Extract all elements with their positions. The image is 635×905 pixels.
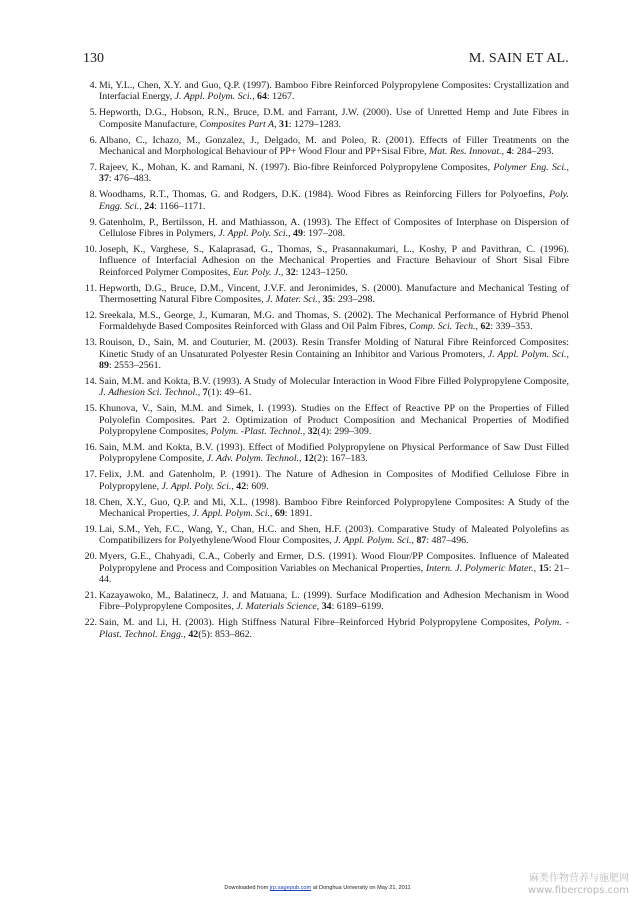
- reference-number: 15.: [84, 403, 97, 415]
- reference-item: [86, 376, 569, 399]
- reference-number: 14.: [84, 375, 97, 387]
- footer-suffix: at Donghua University on May 21, 2011: [311, 885, 411, 891]
- reference-separator: ,: [317, 294, 323, 305]
- page-header: [83, 51, 569, 67]
- reference-number: 8.: [89, 189, 97, 201]
- reference-journal: J. Appl. Polym. Sci.: [174, 91, 253, 103]
- reference-journal: J. Materials Science: [236, 601, 317, 613]
- reference-number: 6.: [89, 134, 97, 146]
- reference-journal: J. Adv. Polym. Technol.: [206, 453, 300, 465]
- reference-item: [86, 310, 569, 333]
- reference-journal: Polym. -Plast. Technol.: [210, 426, 303, 438]
- reference-journal: Comp. Sci. Tech.: [409, 321, 476, 333]
- reference-item: [86, 162, 569, 185]
- reference-journal: J. Appl. Polym. Sci.: [334, 535, 412, 547]
- reference-item: [86, 217, 569, 240]
- reference-list: [86, 80, 569, 645]
- reference-number: 9.: [89, 216, 97, 228]
- reference-number: 7.: [89, 161, 97, 173]
- reference-number: 13.: [84, 337, 97, 349]
- reference-pages: : 609.: [246, 480, 269, 492]
- watermark: [528, 873, 629, 897]
- reference-authors-title: Sreekala, M.S., George, J., Kumaran, M.G. and Thomas, S. (2002). The Mechanical Performance of Hybrid Phenol Formaldehyde Based Composites Reinforced with Glass and Oil Palm Fibres,: [99, 309, 569, 333]
- reference-pages: : 284–293.: [511, 146, 554, 158]
- reference-number: 21.: [84, 589, 97, 601]
- reference-separator: ,: [139, 200, 145, 212]
- reference-separator: ,: [566, 348, 569, 360]
- reference-journal: Intern. J. Polymeric Mater.: [425, 562, 534, 574]
- reference-journal: Polymer Eng. Sci.: [493, 161, 567, 173]
- reference-number: 4.: [89, 80, 97, 91]
- reference-authors-title: Woodhams, R.T., Thomas, G. and Rodgers, D.K. (1984). Wood Fibres as Reinforcing Fillers for Polyoefins,: [99, 189, 549, 201]
- watermark-line1: 麻类作物营养与施肥网: [529, 873, 629, 884]
- reference-journal: Mat. Res. Innovat.: [428, 146, 502, 158]
- reference-volume: 31: [279, 118, 289, 130]
- reference-pages: (2): 167–183.: [313, 453, 368, 465]
- reference-authors-title: Gatenholm, P., Bertilsson, H. and Mathiasson, A. (1993). The Effect of Composites of Interphase on Dispersion of Cellulose Fibres in Polymers,: [99, 216, 569, 239]
- reference-item: [86, 107, 569, 130]
- reference-pages: : 487–496.: [426, 535, 469, 547]
- reference-volume: 37: [99, 173, 109, 185]
- reference-item: [86, 617, 569, 640]
- reference-journal: Eur. Poly. J.: [232, 266, 281, 278]
- reference-volume: 62: [480, 321, 491, 333]
- reference-separator: ,: [299, 453, 304, 465]
- reference-pages: : 476–483.: [108, 173, 152, 185]
- reference-volume: 15: [538, 562, 549, 574]
- reference-separator: ,: [316, 601, 322, 613]
- reference-item: [86, 337, 569, 371]
- reference-pages: : 1243–1250.: [295, 266, 348, 278]
- reference-separator: ,: [280, 266, 286, 278]
- reference-item: [86, 442, 569, 465]
- reference-volume: 87: [416, 535, 427, 547]
- reference-pages: : 1279–1283.: [288, 118, 342, 130]
- reference-authors-title: Kazayawoko, M., Balatinecz, J. and Matuana, L. (1999). Surface Modification and Adhesion Mechanism in Wood Fibre–Polypropylene Composites,: [99, 589, 569, 613]
- reference-authors-title: Hepworth, D.G., Bruce, D.M., Vincent, J.V.F. and Jeronimides, S. (2000). Manufacture and Mechanical Testing of Thermosetting Natural Fibre Composites,: [99, 282, 569, 305]
- reference-number: 18.: [84, 496, 97, 508]
- reference-authors-title: Rouison, D., Sain, M. and Couturier, M. (2003). Resin Transfer Molding of Natural Fibre Reinforced Composites: Kinetic Study of an Unsaturated Polyester Resin Containing an Inhibitor and Various Promoters,: [99, 337, 569, 360]
- reference-separator: ,: [533, 562, 539, 574]
- reference-authors-title: Mi, Y.L., Chen, X.Y. and Guo, Q.P. (1997). Bamboo Fibre Reinforced Polypropylene Composites: Crystallization and Interfacial Energy,: [99, 80, 569, 103]
- footer-link[interactable]: jrp.sagepub.com: [269, 885, 312, 891]
- reference-volume: 42: [188, 628, 199, 640]
- reference-volume: 12: [303, 453, 314, 465]
- reference-number: 17.: [84, 469, 97, 481]
- reference-authors-title: Hepworth, D.G., Hobson, R.N., Bruce, D.M. and Farrant, J.W. (2000). Use of Unretted Hemp and Jute Fibres in Composite Manufacture,: [99, 107, 569, 130]
- reference-volume: 24: [144, 200, 155, 212]
- reference-pages: (4): 299–309.: [317, 426, 372, 438]
- reference-volume: 4: [506, 146, 512, 158]
- reference-pages: : 21–44.: [99, 562, 569, 586]
- reference-volume: 69: [274, 508, 285, 519]
- reference-pages: : 1267.: [266, 91, 295, 103]
- reference-separator: ,: [302, 426, 308, 438]
- reference-number: 16.: [84, 441, 97, 453]
- reference-separator: ,: [566, 161, 569, 173]
- reference-pages: : 339–353.: [490, 321, 533, 333]
- footer-prefix: Downloaded from: [224, 885, 270, 891]
- reference-separator: ,: [274, 118, 280, 130]
- reference-number: 5.: [89, 107, 97, 119]
- reference-separator: ,: [501, 146, 507, 158]
- reference-item: [86, 590, 569, 613]
- reference-journal: J. Appl. Polym. Sci.: [487, 348, 567, 360]
- reference-journal: J. Appl. Poly. Sci.: [218, 227, 289, 239]
- reference-separator: ,: [197, 387, 203, 399]
- reference-pages: (5): 853–862.: [198, 628, 252, 640]
- reference-number: 22.: [84, 617, 97, 629]
- reference-volume: 64: [257, 91, 267, 103]
- reference-pages: : 6189–6199.: [331, 601, 384, 613]
- reference-pages: : 197–208.: [302, 227, 346, 239]
- reference-item: [86, 283, 569, 306]
- reference-volume: 35: [322, 294, 333, 305]
- reference-volume: 89: [99, 360, 109, 372]
- reference-volume: 49: [293, 227, 303, 239]
- reference-authors-title: Lai, S.M., Yeh, F.C., Wang, Y., Chan, H.C. and Shen, H.F. (2003). Comparative Study of Maleated Polyolefins as Compatibilizers for Polyethylene/Wood Flour Composites,: [99, 523, 569, 547]
- reference-number: 11.: [85, 282, 97, 294]
- reference-separator: ,: [288, 227, 294, 239]
- reference-separator: ,: [252, 91, 258, 103]
- reference-item: [86, 524, 569, 547]
- reference-journal: Poly. Engg. Sci.: [99, 189, 569, 212]
- reference-volume: 34: [321, 601, 332, 613]
- reference-volume: 7: [202, 387, 208, 399]
- reference-item: [86, 551, 569, 585]
- reference-item: [86, 469, 569, 492]
- reference-pages: : 1166–1171.: [154, 200, 206, 212]
- running-head: M. SAIN ET AL.: [468, 51, 569, 66]
- reference-authors-title: Rajeev, K., Mohan, K. and Ramani, N. (1997). Bio-fibre Reinforced Polypropylene Composites,: [99, 161, 494, 173]
- reference-journal: Polym. -Plast. Technol. Engg.: [99, 617, 569, 640]
- reference-separator: ,: [231, 480, 237, 492]
- watermark-line2: www.fibercrops.com: [527, 885, 629, 896]
- reference-number: 12.: [84, 309, 97, 321]
- reference-authors-title: Myers, G.E., Chahyadi, C.A., Coberly and Ermer, D.S. (1991). Wood Flour/PP Composites. Influence of Maleated Polypropylene and Process and Composition Variables on Mechanical Properties,: [99, 551, 569, 574]
- reference-authors-title: Khunova, V., Sain, M.M. and Simek, I. (1993). Studies on the Effect of Reactive PP on the Properties of Filled Polyolefin Composites. Part 2. Optimization of Product Composition and Mechanical Properties of Modified Polypropylene Composites,: [99, 403, 569, 438]
- reference-number: 10.: [84, 243, 97, 255]
- reference-separator: ,: [269, 508, 275, 519]
- reference-journal: J. Appl. Poly. Sci.: [161, 480, 232, 492]
- page-number: 130: [83, 51, 104, 66]
- reference-item: [86, 80, 569, 103]
- reference-journal: J. Mater. Sci.: [266, 294, 318, 305]
- reference-volume: 32: [285, 266, 296, 278]
- reference-pages: : 1891.: [284, 508, 313, 519]
- reference-pages: : 293–298.: [332, 294, 375, 305]
- reference-authors-title: Felix, J.M. and Gatenholm, P. (1991). The Nature of Adhesion in Composites of Modified Cellulose Fibre in Polypropylene,: [99, 469, 569, 492]
- reference-item: [86, 497, 569, 520]
- reference-authors-title: Sain, M. and Li, H. (2003). High Stiffness Natural Fibre–Reinforced Hybrid Polypropylene Composites,: [99, 617, 535, 629]
- reference-pages: : 2553–2561.: [108, 360, 161, 372]
- reference-separator: ,: [183, 628, 189, 640]
- reference-number: 19.: [84, 523, 97, 535]
- reference-item: [86, 244, 569, 278]
- reference-volume: 42: [236, 480, 247, 492]
- reference-volume: 32: [307, 426, 318, 438]
- reference-separator: ,: [411, 535, 417, 547]
- reference-authors-title: Joseph, K., Varghese, S., Kalaprasad, G., Thomas, S., Prasannakumari, L., Koshy, P and Pavithran, C. (1996). Influence of Interfacial Adhesion on the Mechanical Properties and Fracture Behaviour of Short Sisal Fibre Reinforced Polymer Composites,: [99, 243, 569, 278]
- reference-separator: ,: [475, 321, 481, 333]
- reference-authors-title: Chen, X.Y., Guo, Q.P. and Mi, X.L. (1998). Bamboo Fibre Reinforced Polypropylene Composites: A Study of the Mechanical Properties,: [99, 496, 569, 519]
- reference-item: [86, 135, 569, 158]
- reference-authors-title: Sain, M.M. and Kokta, B.V. (1993). Effect of Modified Polypropylene on Physical Performance of Saw Dust Filled Polypropylene Composite,: [99, 441, 569, 465]
- reference-pages: (1): 49–61.: [207, 387, 252, 399]
- reference-journal: J. Appl. Polym. Sci.: [192, 508, 270, 519]
- reference-authors-title: Sain, M.M. and Kokta, B.V. (1993). A Study of Molecular Interaction in Wood Fibre Filled Polypropylene Composite,: [99, 375, 569, 387]
- reference-journal: J. Adhesion Sci. Technol.: [99, 387, 198, 399]
- reference-authors-title: Albano, C., Ichazo, M., Gonzalez, J., Delgado, M. and Poleo, R. (2001). Effects of Filler Treatments on the Mechanical and Morphological Behaviour of PP+ Wood Flour and PP+Sisal Fibre,: [99, 134, 569, 158]
- reference-item: [86, 403, 569, 437]
- reference-item: [86, 189, 569, 212]
- reference-number: 20.: [84, 551, 97, 563]
- reference-journal: Composites Part A: [199, 118, 275, 130]
